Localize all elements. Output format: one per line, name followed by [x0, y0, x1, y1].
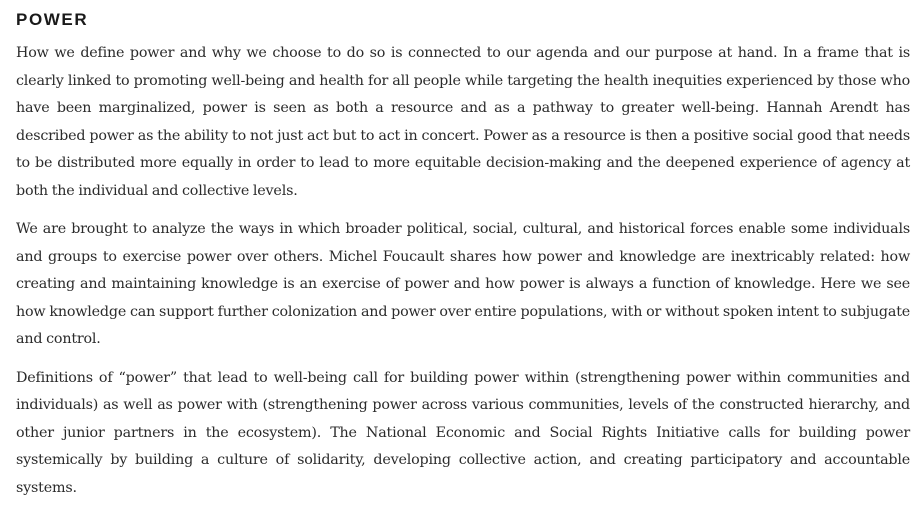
paragraph-2: We are brought to analyze the ways in which broader political, social, cultural, and historical forces enable some individuals and groups to exercise power over others. Michel Foucault shares how power and knowledge are inextricably related: how creating and maintaining knowledge is an exercise of power and how power is always a function of knowledge. Here we see how knowledge can support further colonization and power over entire populations, with or without spoken intent to subjugate and control.: [16, 221, 910, 347]
document-section: [16, 8, 910, 513]
paragraph-1: How we define power and why we choose to do so is connected to our agenda and our purpose at hand. In a frame that is clearly linked to promoting well-being and health for all people while targeting the health inequities experienced by those who have been marginalized, power is seen as both a resource and as a pathway to greater well-being. Hannah Arendt has described power as the ability to not just act but to act in concert. Power as a resource is then a positive social good that needs to be distributed more equally in order to lead to more equitable decision-making and the deepened experience of agency at both the individual and collective levels.: [16, 45, 910, 199]
section-heading: POWER: [16, 10, 89, 29]
paragraph-3: Definitions of “power” that lead to well-being call for building power within (strengthening power within communities and individuals) as well as power with (strengthening power across various communities, levels of the constructed hierarchy, and other junior partners in the ecosystem). The National Economic and Social Rights Initiative calls for building power systemically by building a culture of solidarity, developing collective action, and creating participatory and accountable systems.: [16, 369, 910, 496]
